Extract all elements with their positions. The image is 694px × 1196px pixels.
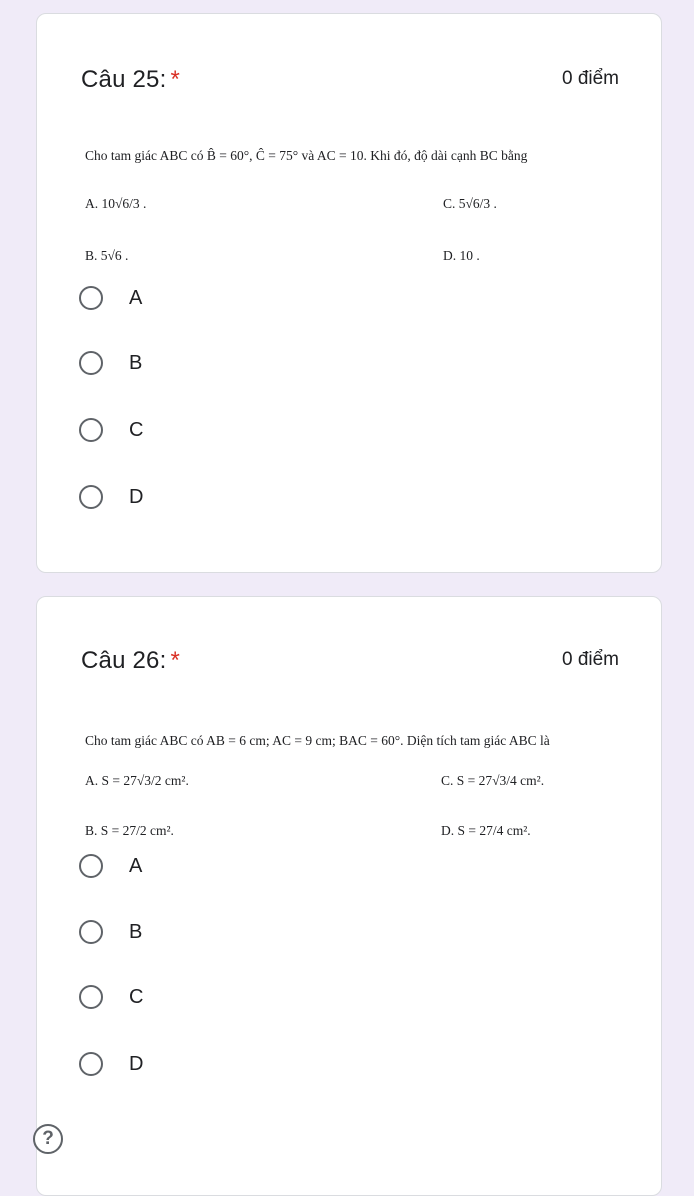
choice-a[interactable] <box>79 286 142 310</box>
choice-b[interactable] <box>79 920 142 944</box>
problem-text: Cho tam giác ABC có B̂ = 60°, Ĉ = 75° và AC = 10. Khi đó, độ dài cạnh BC bằng <box>85 148 528 163</box>
required-asterisk: * <box>170 66 181 93</box>
choice-label: C <box>129 418 144 441</box>
choice-b[interactable] <box>79 351 142 375</box>
option-text-b: B. 5√6 . <box>85 248 129 263</box>
choice-c[interactable] <box>79 418 143 442</box>
choice-label: C <box>129 985 144 1008</box>
option-text-c: C. S = 27√3/4 cm². <box>441 773 545 788</box>
problem-text: Cho tam giác ABC có AB = 6 cm; AC = 9 cm; BAC = 60°. Diện tích tam giác ABC là <box>85 733 550 748</box>
choice-label: D <box>129 1052 144 1075</box>
help-icon[interactable]: ? <box>33 1124 63 1154</box>
radio-button-icon[interactable] <box>79 920 103 944</box>
option-text-c: C. 5√6/3 . <box>443 196 497 211</box>
choice-label: B <box>129 351 143 374</box>
choice-label: D <box>129 485 144 508</box>
choice-d[interactable] <box>79 485 143 509</box>
radio-button-icon[interactable] <box>79 485 103 509</box>
question-number: Câu 25: <box>81 66 167 93</box>
radio-button-icon[interactable] <box>79 985 103 1009</box>
radio-button-icon[interactable] <box>79 351 103 375</box>
option-text-a: A. 10√6/3 . <box>85 196 147 211</box>
required-asterisk: * <box>170 647 181 674</box>
choice-c[interactable] <box>79 985 143 1009</box>
radio-button-icon[interactable] <box>79 286 103 310</box>
question-points: 0 điểm <box>561 68 619 89</box>
choice-a[interactable] <box>79 854 142 878</box>
option-text-b: B. S = 27/2 cm². <box>85 823 174 838</box>
option-text-d: D. 10 . <box>443 248 480 263</box>
radio-button-icon[interactable] <box>79 1052 103 1076</box>
option-text-a: A. S = 27√3/2 cm². <box>85 773 189 788</box>
option-text-d: D. S = 27/4 cm². <box>441 823 531 838</box>
question-title <box>81 647 180 675</box>
question-card-25 <box>36 13 662 573</box>
choice-label: A <box>129 854 143 877</box>
question-card-26 <box>36 596 662 1196</box>
radio-button-icon[interactable] <box>79 418 103 442</box>
choice-d[interactable] <box>79 1052 143 1076</box>
radio-button-icon[interactable] <box>79 854 103 878</box>
question-number: Câu 26: <box>81 647 167 674</box>
question-points: 0 điểm <box>561 649 619 670</box>
question-title <box>81 66 180 94</box>
choice-label: B <box>129 920 143 943</box>
choice-label: A <box>129 286 143 309</box>
